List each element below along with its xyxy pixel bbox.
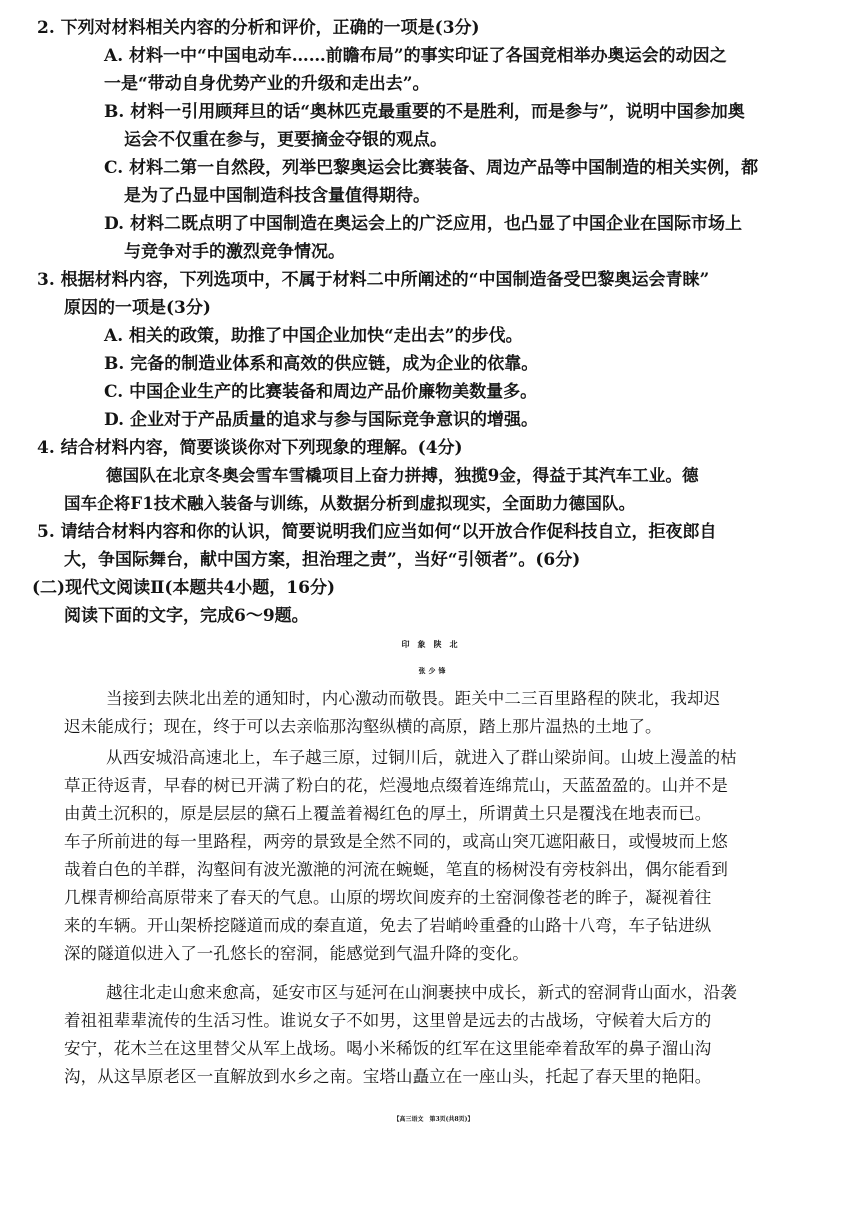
article-p2-line3: 由黄土沉积的，原是层层的黛石上覆盖着褐红色的厚土，所谓黄土只是覆浅在地表而已。	[64, 804, 712, 823]
q2-option-b-line2: 运会不仅重在参与，更要摘金夺银的观点。	[124, 130, 447, 150]
article-p3-line4: 沟，从这旱原老区一直解放到水乡之南。宝塔山矗立在一座山头，托起了春天里的艳阳。	[64, 1067, 712, 1086]
q2-option-b-line1: B. 材料一引用顾拜旦的话“奥林匹克最重要的不是胜利，而是参与”，说明中国参加奥	[104, 102, 745, 122]
q3-stem-line1: 3. 根据材料内容，下列选项中，不属于材料二中所阐述的“中国制造备受巴黎奥运会青睐”	[37, 270, 710, 290]
article-p2-line1: 从西安城沿高速北上，车子越三原，过铜川后，就进入了群山梁峁间。山坡上漫盖的枯	[106, 748, 737, 767]
article-p3-line1: 越往北走山愈来愈高，延安市区与延河在山涧裹挟中成长，新式的窑洞背山面水，沿袭	[106, 983, 737, 1002]
q2-option-d-line1: D. 材料二既点明了中国制造在奥运会上的广泛应用，也凸显了中国企业在国际市场上	[104, 214, 742, 234]
q4-material-line1: 德国队在北京冬奥会雪车雪橇项目上奋力拼搏，独揽9金，得益于其汽车工业。德	[106, 466, 699, 485]
article-p3-line2: 着祖祖辈辈流传的生活习性。谁说女子不如男，这里曾是远去的古战场，守候着大后方的	[64, 1011, 712, 1030]
q5-stem-line2: 大，争国际舞台，献中国方案，担治理之责”，当好“引领者”。(6分)	[64, 550, 581, 570]
section-heading: (二)现代文阅读Ⅱ(本题共4小题，16分)	[32, 578, 335, 598]
article-p3-line3: 安宁，花木兰在这里替父从军上战场。喝小米稀饭的红军在这里能牵着敌军的鼻子溜山沟	[64, 1039, 712, 1058]
article-p2-line7: 来的车辆。开山架桥挖隧道而成的秦直道，免去了岩峭岭重叠的山路十八弯，车子钻进纵	[64, 916, 712, 935]
q3-stem-line2: 原因的一项是(3分)	[64, 298, 211, 318]
article-p2-line8: 深的隧道似进入了一孔悠长的窑洞，能感觉到气温升降的变化。	[64, 944, 529, 963]
article-p2-line6: 几棵青柳给高原带来了春天的气息。山原的塄坎间废弃的土窑洞像苍老的眸子，凝视着往	[64, 888, 712, 907]
article-p1-line2: 迟未能成行；现在，终于可以去亲临那沟壑纵横的高原，踏上那片温热的土地了。	[64, 717, 662, 736]
article-p2-line5: 哉着白色的羊群，沟壑间有波光激滟的河流在蜿蜒，笔直的杨树没有旁枝斜出，偶尔能看到	[64, 860, 728, 879]
q4-material-line2: 国车企将F1技术融入装备与训练，从数据分析到虚拟现实，全面助力德国队。	[64, 494, 636, 513]
section-instruction: 阅读下面的文字，完成6～9题。	[64, 606, 309, 626]
q2-stem: 2. 下列对材料相关内容的分析和评价，正确的一项是(3分)	[37, 18, 480, 38]
q3-option-a: A. 相关的政策，助推了中国企业加快“走出去”的步伐。	[104, 326, 523, 346]
q3-option-c: C. 中国企业生产的比赛装备和周边产品价廉物美数量多。	[104, 382, 538, 402]
article-p1-line1: 当接到去陕北出差的通知时，内心激动而敬畏。距关中二三百里路程的陕北，我却迟	[106, 689, 721, 708]
article-p2-line4: 车子所前进的每一里路程，两旁的景致是全然不同的，或高山突兀遮阳蔽日，或慢坡而上悠	[64, 832, 728, 851]
article-title: 印象陕北	[401, 639, 466, 649]
q2-option-a-line2: 一是“带动自身优势产业的升级和走出去”。	[104, 74, 430, 94]
q3-option-b: B. 完备的制造业体系和高效的供应链，成为企业的依靠。	[104, 354, 539, 374]
q2-option-c-line1: C. 材料二第一自然段，列举巴黎奥运会比赛装备、周边产品等中国制造的相关实例，都	[104, 158, 759, 178]
q5-stem-line1: 5. 请结合材料内容和你的认识，简要说明我们应当如何“以开放合作促科技自立，拒夜郎自	[37, 522, 717, 542]
q4-stem: 4. 结合材料内容，简要谈谈你对下列现象的理解。(4分)	[37, 438, 463, 458]
q2-option-a-line1: A. 材料一中“中国电动车……前瞻布局”的事实印证了各国竞相举办奥运会的动因之	[104, 46, 727, 66]
article-author: 张少锋	[418, 666, 449, 675]
q2-option-d-line2: 与竞争对手的激烈竞争情况。	[124, 242, 345, 262]
page-footer: 【高三语文 第3页(共8页)】	[393, 1116, 474, 1123]
article-p2-line2: 草正待返青，早春的树已开满了粉白的花，烂漫地点缀着连绵荒山，天蓝盈盈的。山并不是	[64, 776, 728, 795]
q3-option-d: D. 企业对于产品质量的追求与参与国际竞争意识的增强。	[104, 410, 538, 430]
q2-option-c-line2: 是为了凸显中国制造科技含量值得期待。	[124, 186, 430, 206]
